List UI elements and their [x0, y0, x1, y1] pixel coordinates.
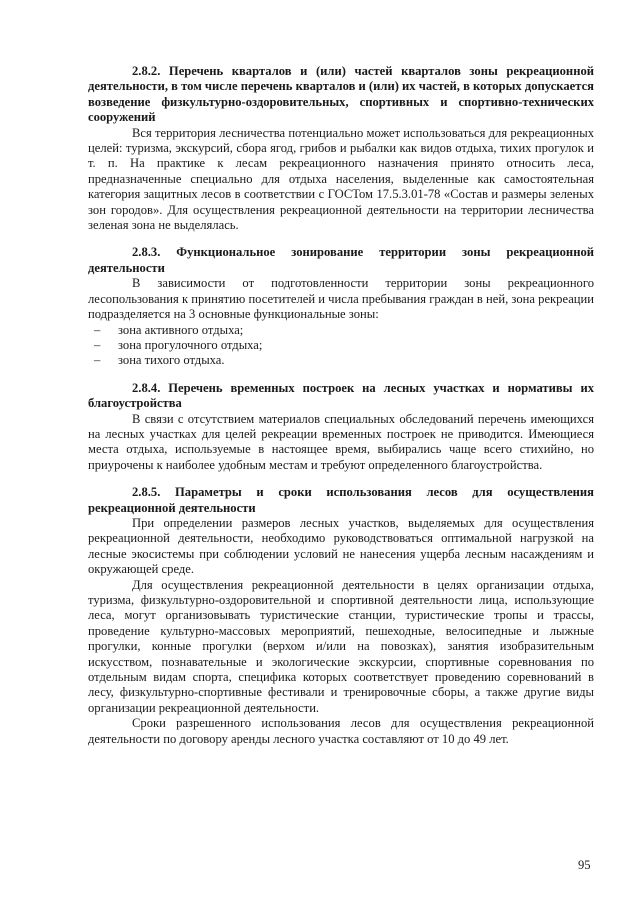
list-item-text: зона активного отдыха; — [118, 322, 244, 337]
paragraph: Сроки разрешенного использования лесов для осуществления рекреационной деятельности по договору аренды лесного участка составляют от 10 до 49 лет. — [88, 716, 594, 746]
list-item-text: зона тихого отдыха. — [118, 353, 225, 368]
section-heading-2-8-5: 2.8.5. Параметры и сроки использования лесов для осуществления рекреационной деятельности — [88, 485, 594, 515]
section-heading-2-8-2: 2.8.2. Перечень кварталов и (или) частей кварталов зоны рекреационной деятельности, в том числе перечень кварталов и (или) их частей, в которых допускается возведение физкультурно-оздоровительных, спортивных и спортивно-технических сооружений — [88, 64, 594, 125]
list-item — [88, 323, 594, 338]
paragraph: В зависимости от подготовленности территории зоны рекреационного лесопользования к принятию посетителей и числа пребывания граждан в ней, зона рекреации подразделяется на 3 основные функциональные зоны: — [88, 276, 594, 322]
list-item-text: зона прогулочного отдыха; — [118, 337, 263, 352]
functional-zones-list — [88, 323, 594, 369]
section-heading-2-8-4: 2.8.4. Перечень временных построек на лесных участках и нормативы их благоустройства — [88, 380, 594, 411]
dash-bullet: – — [94, 337, 101, 352]
paragraph: При определении размеров лесных участков, выделяемых для осуществления рекреационной деятельности, необходимо руководствоваться оптимальной нагрузкой на лесные экосистемы при соблюдении условий не нанесения ущерба лесным насаждениям и окружающей среде. — [88, 515, 594, 577]
section-heading-2-8-3: 2.8.3. Функциональное зонирование территории зоны рекреационной деятельности — [88, 245, 594, 275]
page-number: 95 — [578, 858, 591, 872]
list-item — [88, 338, 594, 353]
list-item — [88, 353, 594, 368]
page-content — [88, 64, 594, 747]
paragraph: Для осуществления рекреационной деятельности в целях организации отдыха, туризма, физкультурно-оздоровительной и спортивной деятельности лица, использующие леса, могут организовывать туристические станции, туристические тропы и трассы, проведение культурно-массовых мероприятий, пешеходные, велосипедные и лыжные прогулки, конные прогулки (верхом и/или на повозках), занятия изобразительным искусством, познавательные и экологические экскурсии, спортивные соревнования по отдельным видам спорта, специфика которых соответствует проведению соревнований в лесу, физкультурно-спортивные фестивали и тренировочные сборы, а также другие виды организации рекреационной деятельности. — [88, 577, 594, 715]
dash-bullet: – — [94, 322, 101, 337]
paragraph: В связи с отсутствием материалов специальных обследований перечень имеющихся на лесных участках для целей рекреации временных построек не приводится. Имеющиеся места отдыха, используемые в настоящее время, выбирались чаще всего стихийно, но приурочены к наиболее удобным местам и требуют определенного благоустройства. — [88, 411, 594, 472]
dash-bullet: – — [94, 353, 101, 368]
paragraph: Вся территория лесничества потенциально может использоваться для рекреационных целей: туризма, экскурсий, сбора ягод, грибов и рыбалки как видов отдыха, тихих прогулок и т. п. На практике к лесам рекреационного назначения принято относить леса, предназначенные специально для отдыха населения, выделенные как самостоятельная категория защитных лесов в соответствии с ГОСТом 17.5.3.01-78 «Состав и размеры зеленых зон городов». Для осуществления рекреационной деятельности на территории лесничества зеленая зона не выделялась. — [88, 125, 594, 233]
